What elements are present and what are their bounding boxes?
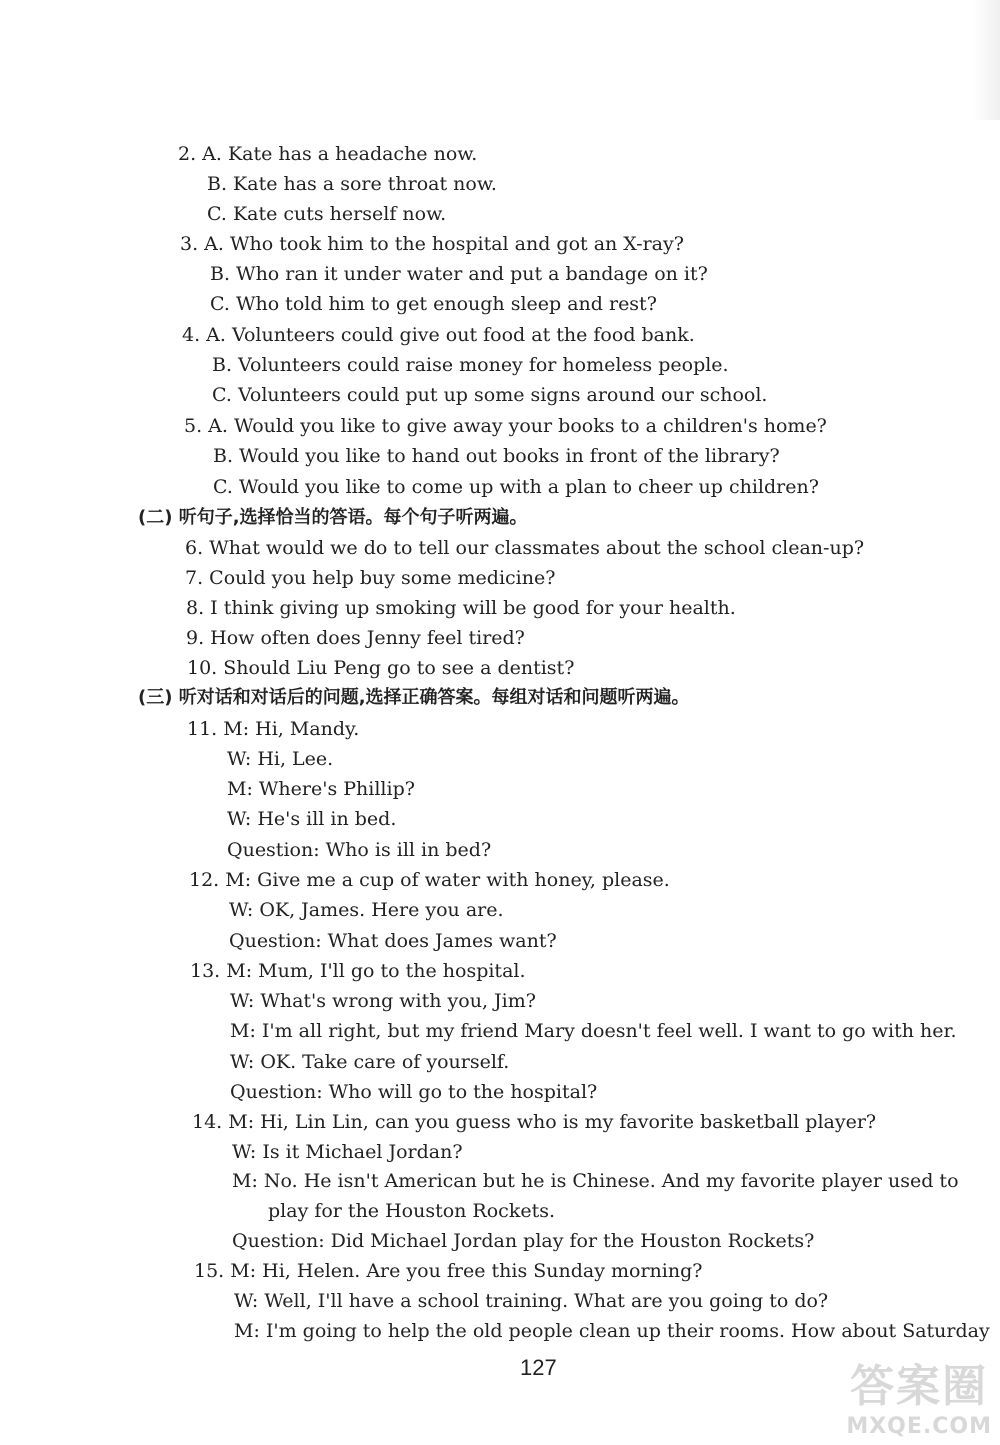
q3-option-c: C. Who told him to get enough sleep and rest?: [210, 293, 657, 315]
q13-line-2: W: What's wrong with you, Jim?: [230, 990, 536, 1012]
q15-line-3: M: I'm going to help the old people clean up their rooms. How about Saturday: [234, 1320, 990, 1342]
q10: 10. Should Liu Peng go to see a dentist?: [187, 657, 575, 679]
q14-line-3-cont: play for the Houston Rockets.: [268, 1200, 556, 1222]
q11-line-4: W: He's ill in bed.: [227, 808, 397, 830]
page-edge-shadow: [972, 0, 1000, 120]
q2-option-c: C. Kate cuts herself now.: [207, 203, 447, 225]
q14-line-2: W: Is it Michael Jordan?: [232, 1141, 463, 1163]
q7: 7. Could you help buy some medicine?: [185, 567, 556, 589]
watermark: [846, 1350, 992, 1439]
q6: 6. What would we do to tell our classmates about the school clean-up?: [185, 537, 865, 559]
q14-question: Question: Did Michael Jordan play for the Houston Rockets?: [232, 1230, 815, 1252]
q5-option-c: C. Would you like to come up with a plan to cheer up children?: [213, 476, 819, 498]
q14-line-1: 14. M: Hi, Lin Lin, can you guess who is my favorite basketball player?: [192, 1111, 877, 1133]
q15-line-1: 15. M: Hi, Helen. Are you free this Sunday morning?: [194, 1260, 703, 1282]
q13-line-1: 13. M: Mum, I'll go to the hospital.: [190, 960, 526, 982]
q12-line-1: 12. M: Give me a cup of water with honey, please.: [189, 869, 670, 891]
q13-question: Question: Who will go to the hospital?: [230, 1081, 598, 1103]
watermark-site: MXQE.COM: [846, 1414, 992, 1439]
q14-line-3: M: No. He isn't American but he is Chinese. And my favorite player used to: [232, 1170, 959, 1192]
page-number: 127: [520, 1355, 557, 1380]
watermark-logo: 答案圈: [850, 1361, 989, 1412]
section-3-heading: (三) 听对话和对话后的问题,选择正确答案。每组对话和问题听两遍。: [138, 687, 690, 708]
q3-option-a: 3. A. Who took him to the hospital and got an X-ray?: [180, 233, 684, 255]
q11-question: Question: Who is ill in bed?: [227, 839, 492, 861]
q3-option-b: B. Who ran it under water and put a bandage on it?: [210, 263, 708, 285]
q15-line-2: W: Well, I'll have a school training. What are you going to do?: [234, 1290, 829, 1312]
q5-option-b: B. Would you like to hand out books in front of the library?: [213, 445, 780, 467]
q4-option-b: B. Volunteers could raise money for homeless people.: [212, 354, 729, 376]
q5-option-a: 5. A. Would you like to give away your books to a children's home?: [184, 415, 827, 437]
q4-option-a: 4. A. Volunteers could give out food at the food bank.: [182, 324, 695, 346]
q11-line-3: M: Where's Phillip?: [227, 778, 415, 800]
q2-option-b: B. Kate has a sore throat now.: [207, 173, 497, 195]
q8: 8. I think giving up smoking will be good for your health.: [186, 597, 736, 619]
q11-line-1: 11. M: Hi, Mandy.: [187, 718, 360, 740]
q11-line-2: W: Hi, Lee.: [227, 748, 334, 770]
q13-line-3: M: I'm all right, but my friend Mary doesn't feel well. I want to go with her.: [230, 1020, 957, 1042]
q13-line-4: W: OK. Take care of yourself.: [230, 1051, 510, 1073]
section-2-heading: (二) 听句子,选择恰当的答语。每个句子听两遍。: [138, 507, 528, 528]
q12-line-2: W: OK, James. Here you are.: [229, 899, 504, 921]
q9: 9. How often does Jenny feel tired?: [186, 627, 525, 649]
q2-option-a: 2. A. Kate has a headache now.: [178, 143, 478, 165]
q4-option-c: C. Volunteers could put up some signs around our school.: [212, 384, 768, 406]
q12-question: Question: What does James want?: [229, 930, 557, 952]
